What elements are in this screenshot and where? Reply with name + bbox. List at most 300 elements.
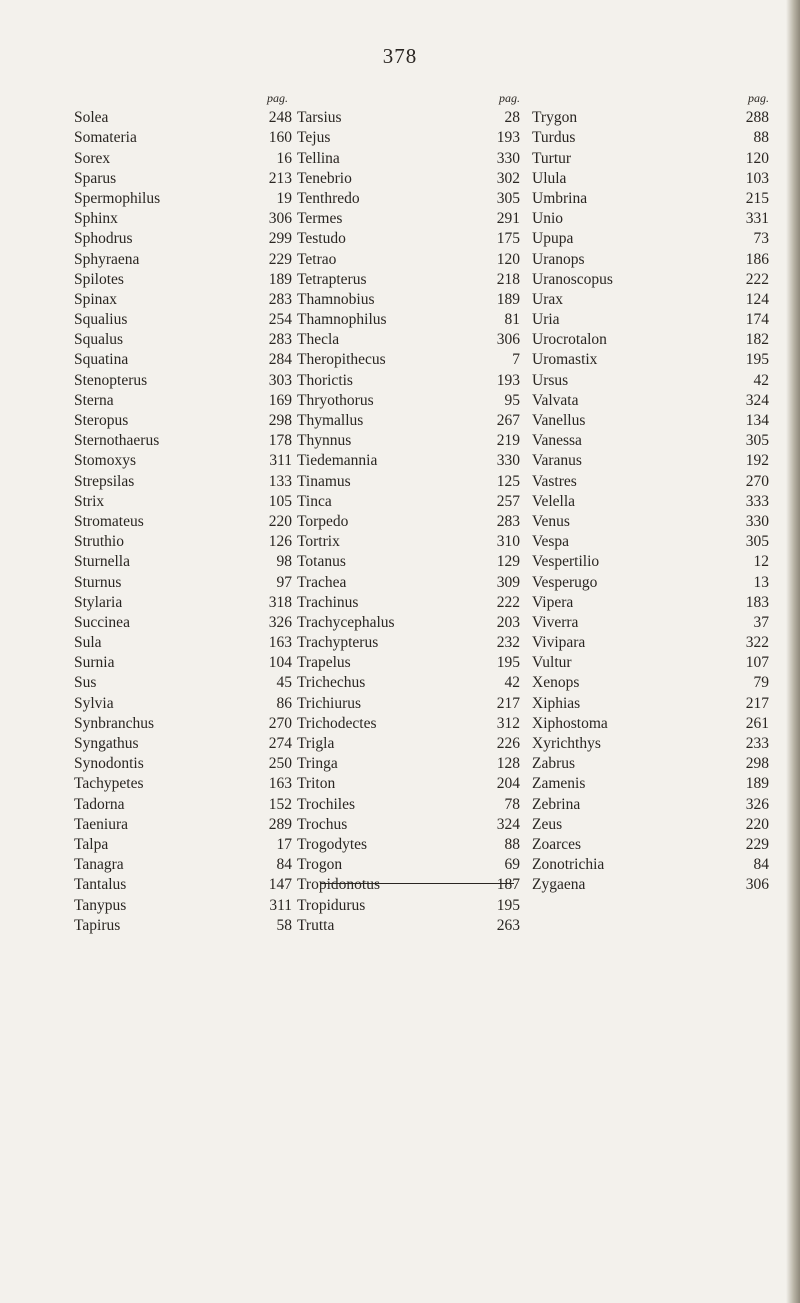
page-abbrev-header [74, 88, 292, 108]
entry-name: Theropithecus [297, 351, 386, 369]
entry-page: 330 [496, 149, 520, 167]
entry-name: Tapirus [74, 916, 121, 934]
entry-page: 79 [753, 674, 769, 692]
entry-name: Viverra [532, 613, 579, 631]
index-entry [74, 350, 292, 370]
index-entry [297, 694, 520, 714]
entry-name: Squalus [74, 331, 124, 349]
entry-page: 104 [268, 654, 292, 672]
index-entry [297, 734, 520, 754]
entry-name: Tantalus [74, 876, 127, 894]
entry-page: 12 [753, 553, 769, 571]
index-entry [74, 492, 292, 512]
index-entry [74, 673, 292, 693]
entry-name: Struthio [74, 533, 124, 551]
entry-name: Trochiles [297, 795, 355, 813]
entry-name: Tachypetes [74, 775, 144, 793]
entry-name: Steropus [74, 412, 129, 429]
index-entry [297, 149, 520, 169]
entry-page: 195 [496, 896, 520, 914]
index-entry [74, 532, 292, 552]
entry-name: Somateria [74, 129, 137, 147]
entry-name: Testudo [297, 230, 346, 248]
entry-name: Tinca [297, 492, 332, 510]
entry-page: 318 [268, 593, 292, 611]
entry-page: 7 [512, 351, 520, 369]
entry-page: 107 [745, 654, 769, 672]
index-entry [74, 290, 292, 310]
index-column-1 [74, 88, 292, 936]
entry-name: Uranops [532, 250, 585, 268]
entry-name: Stomoxys [74, 452, 137, 470]
entry-page: 182 [745, 331, 769, 349]
entry-page: 193 [496, 129, 520, 147]
entry-page: 220 [268, 512, 292, 530]
entry-name: Trochus [297, 815, 348, 833]
index-entry [297, 653, 520, 673]
entry-page: 267 [496, 412, 520, 429]
entry-page: 232 [496, 634, 520, 652]
entry-page: 226 [496, 735, 520, 752]
index-entry [297, 593, 520, 613]
entry-page: 189 [745, 775, 769, 793]
entry-name: Strepsilas [74, 472, 135, 490]
entry-page: 311 [269, 452, 292, 470]
index-entry [532, 270, 769, 290]
entry-name: Tetrapterus [297, 270, 367, 288]
entry-name: Trapelus [297, 654, 351, 672]
entry-page: 81 [504, 311, 520, 329]
index-entry [74, 795, 292, 815]
entry-page: 330 [745, 512, 769, 530]
entry-page: 303 [268, 371, 292, 389]
entry-page: 73 [753, 230, 769, 248]
index-entry [532, 391, 769, 411]
index-entry [297, 128, 520, 148]
entry-name: Ulula [532, 169, 567, 187]
entry-page: 310 [496, 533, 520, 551]
index-entry [297, 754, 520, 774]
entry-page: 333 [745, 492, 769, 510]
entry-page: 305 [745, 432, 769, 450]
index-entry [297, 532, 520, 552]
entry-page: 291 [496, 210, 520, 228]
entry-name: Sula [74, 634, 102, 652]
index-entry [532, 855, 769, 875]
index-entry [74, 128, 292, 148]
page-abbrev-label: pag. [267, 91, 288, 105]
page-abbrev-header [532, 88, 769, 108]
index-entry [74, 391, 292, 411]
index-entry [297, 774, 520, 794]
index-entry [74, 815, 292, 835]
entry-page: 28 [504, 109, 520, 127]
entry-name: Tadorna [74, 795, 125, 813]
entry-name: Tetrao [297, 250, 337, 268]
entry-name: Valvata [532, 391, 579, 409]
entry-page: 330 [496, 452, 520, 470]
page-abbrev-label: pag. [748, 91, 769, 105]
index-entry [74, 552, 292, 572]
entry-page: 283 [496, 512, 520, 530]
entry-page: 124 [745, 290, 769, 308]
index-entry [532, 875, 769, 895]
entry-page: 45 [276, 674, 292, 692]
index-entry [74, 149, 292, 169]
entry-page: 331 [745, 210, 769, 228]
entry-page: 125 [496, 472, 520, 490]
entry-page: 134 [745, 412, 769, 429]
entry-name: Trygon [532, 109, 578, 127]
entry-name: Sparus [74, 169, 117, 187]
entry-name: Turtur [532, 149, 572, 167]
entry-page: 97 [276, 573, 292, 591]
entry-name: Thorictis [297, 371, 353, 389]
index-entry [532, 350, 769, 370]
index-entry [532, 653, 769, 673]
entry-page: 311 [269, 896, 292, 914]
entry-page: 213 [268, 169, 292, 187]
index-entry [297, 552, 520, 572]
index-entry [297, 290, 520, 310]
entry-page: 298 [745, 755, 769, 773]
index-entry [297, 350, 520, 370]
index-entry [297, 310, 520, 330]
entry-name: Synodontis [74, 755, 144, 773]
index-entry [297, 431, 520, 451]
index-entry [297, 209, 520, 229]
entry-name: Sternothaerus [74, 432, 160, 450]
index-entry [297, 633, 520, 653]
index-entry [74, 855, 292, 875]
index-entry [297, 875, 520, 895]
index-entry [532, 209, 769, 229]
entry-page: 84 [753, 856, 769, 874]
index-entry [74, 593, 292, 613]
entry-name: Trichiurus [297, 694, 362, 712]
entry-page: 326 [745, 795, 769, 813]
entry-name: Zebrina [532, 795, 581, 813]
entry-name: Thynnus [297, 432, 352, 450]
entry-name: Sus [74, 674, 97, 692]
index-entry [532, 633, 769, 653]
entry-page: 193 [496, 371, 520, 389]
entry-name: Tropidurus [297, 896, 366, 914]
index-entry [74, 875, 292, 895]
entry-name: Trogodytes [297, 835, 368, 853]
entry-name: Totanus [297, 553, 346, 571]
index-entry [297, 411, 520, 431]
entry-name: Trachea [297, 573, 347, 591]
entry-page: 217 [496, 694, 520, 712]
entry-name: Vanessa [532, 432, 582, 450]
index-entry [297, 512, 520, 532]
entry-name: Vultur [532, 654, 572, 672]
entry-name: Squalius [74, 311, 128, 329]
entry-name: Uranoscopus [532, 270, 613, 288]
entry-page: 152 [268, 795, 292, 813]
entry-name: Sturnella [74, 553, 130, 571]
entry-page: 175 [496, 230, 520, 248]
index-entry [532, 290, 769, 310]
entry-page: 189 [268, 270, 292, 288]
entry-name: Sturnus [74, 573, 122, 591]
entry-name: Uromastix [532, 351, 598, 369]
entry-page: 218 [496, 270, 520, 288]
entry-name: Velella [532, 492, 576, 510]
entry-page: 163 [268, 775, 292, 793]
entry-name: Stenopterus [74, 371, 148, 389]
index-entry [532, 492, 769, 512]
entry-name: Trachypterus [297, 634, 379, 652]
entry-page: 284 [268, 351, 292, 369]
index-entry [297, 673, 520, 693]
index-entry [297, 169, 520, 189]
index-entry [74, 613, 292, 633]
index-entry [74, 270, 292, 290]
entry-name: Sphodrus [74, 230, 133, 248]
entry-name: Tringa [297, 755, 338, 773]
index-column-2 [297, 88, 520, 936]
entry-page: 309 [496, 573, 520, 591]
page-number: 378 [382, 44, 418, 68]
entry-page: 254 [268, 311, 292, 329]
index-entry [297, 270, 520, 290]
entry-name: Spermophilus [74, 189, 161, 207]
entry-name: Xiphostoma [532, 714, 608, 732]
entry-name: Xenops [532, 674, 580, 692]
entry-page: 88 [753, 129, 769, 147]
index-entry [297, 330, 520, 350]
entry-name: Thryothorus [297, 391, 374, 409]
entry-page: 312 [496, 714, 520, 732]
entry-name: Sylvia [74, 694, 114, 712]
entry-page: 133 [268, 472, 292, 490]
page-edge-shadow [786, 0, 800, 1303]
entry-page: 95 [504, 391, 520, 409]
entry-name: Sphyraena [74, 250, 140, 268]
entry-name: Zeus [532, 815, 563, 833]
entry-name: Tenthredo [297, 189, 360, 207]
index-entry [74, 754, 292, 774]
bottom-rule [321, 883, 514, 884]
entry-name: Xyrichthys [532, 735, 601, 752]
entry-page: 215 [745, 189, 769, 207]
entry-name: Stromateus [74, 512, 144, 530]
entry-name: Urocrotalon [532, 331, 607, 349]
entry-name: Tropidonotus [297, 876, 380, 894]
index-entry [74, 835, 292, 855]
entry-page: 204 [496, 775, 520, 793]
entry-page: 187 [496, 876, 520, 894]
entry-name: Vivipara [532, 634, 586, 652]
entry-name: Trogon [297, 856, 343, 874]
entry-page: 189 [496, 290, 520, 308]
index-entry [74, 451, 292, 471]
entry-name: Vanellus [532, 412, 586, 429]
entry-page: 219 [496, 432, 520, 450]
entry-name: Turdus [532, 129, 576, 147]
index-entry [297, 391, 520, 411]
entry-name: Syngathus [74, 735, 139, 752]
entry-name: Sterna [74, 391, 114, 409]
entry-page: 183 [745, 593, 769, 611]
index-entry [297, 714, 520, 734]
page-abbrev-label: pag. [499, 91, 520, 105]
index-entry [74, 310, 292, 330]
index-entry [532, 734, 769, 754]
index-entry [532, 835, 769, 855]
index-entry [297, 108, 520, 128]
index-entry [297, 492, 520, 512]
entry-page: 263 [496, 916, 520, 934]
entry-page: 326 [268, 613, 292, 631]
entry-name: Tarsius [297, 109, 342, 127]
entry-name: Tenebrio [297, 169, 352, 187]
entry-name: Umbrina [532, 189, 588, 207]
entry-name: Sphinx [74, 210, 118, 228]
index-entry [297, 896, 520, 916]
entry-page: 58 [276, 916, 292, 934]
index-entry [532, 774, 769, 794]
index-entry [297, 815, 520, 835]
index-entry [74, 653, 292, 673]
index-entry [74, 734, 292, 754]
entry-name: Synbranchus [74, 714, 155, 732]
index-entry [297, 855, 520, 875]
index-entry [532, 229, 769, 249]
index-entry [532, 431, 769, 451]
entry-page: 203 [496, 613, 520, 631]
index-entry [297, 795, 520, 815]
entry-page: 16 [276, 149, 292, 167]
entry-name: Vespa [532, 533, 570, 551]
entry-page: 229 [745, 835, 769, 853]
entry-name: Strix [74, 492, 105, 510]
entry-page: 195 [496, 654, 520, 672]
entry-page: 78 [504, 795, 520, 813]
entry-page: 163 [268, 634, 292, 652]
index-entry [297, 613, 520, 633]
entry-page: 261 [745, 714, 769, 732]
entry-name: Triton [297, 775, 336, 793]
entry-page: 322 [745, 634, 769, 652]
index-entry [74, 633, 292, 653]
index-entry [532, 411, 769, 431]
index-entry [74, 169, 292, 189]
entry-page: 126 [268, 533, 292, 551]
entry-page: 298 [268, 412, 292, 429]
entry-page: 147 [268, 876, 292, 894]
entry-name: Tiedemannia [297, 452, 378, 470]
entry-page: 195 [745, 351, 769, 369]
entry-name: Spinax [74, 290, 118, 308]
index-entry [74, 431, 292, 451]
entry-name: Trigla [297, 735, 335, 752]
entry-page: 86 [276, 694, 292, 712]
index-entry [532, 815, 769, 835]
page-abbrev-header [297, 88, 520, 108]
entry-page: 302 [496, 169, 520, 187]
entry-name: Trichechus [297, 674, 366, 692]
entry-name: Zygaena [532, 876, 586, 894]
entry-name: Tejus [297, 129, 331, 147]
index-entry [297, 371, 520, 391]
entry-page: 250 [268, 755, 292, 773]
entry-name: Squatina [74, 351, 129, 369]
entry-name: Venus [532, 512, 570, 530]
index-entry [532, 613, 769, 633]
index-entry [297, 472, 520, 492]
index-entry [532, 472, 769, 492]
index-entry [297, 451, 520, 471]
entry-name: Thymallus [297, 412, 364, 429]
entry-page: 270 [745, 472, 769, 490]
index-entry [74, 896, 292, 916]
entry-page: 120 [496, 250, 520, 268]
index-entry [532, 108, 769, 128]
entry-name: Urax [532, 290, 563, 308]
index-entry [297, 250, 520, 270]
entry-page: 222 [745, 270, 769, 288]
index-entry [532, 754, 769, 774]
entry-page: 17 [276, 835, 292, 853]
entry-page: 324 [496, 815, 520, 833]
index-entry [532, 189, 769, 209]
entry-page: 220 [745, 815, 769, 833]
index-entry [532, 512, 769, 532]
index-entry [74, 774, 292, 794]
entry-name: Thamnophilus [297, 311, 387, 329]
index-entry [297, 573, 520, 593]
entry-name: Solea [74, 109, 109, 127]
entry-name: Varanus [532, 452, 582, 470]
entry-name: Tinamus [297, 472, 351, 490]
entry-page: 103 [745, 169, 769, 187]
entry-name: Stylaria [74, 593, 123, 611]
index-entry [297, 916, 520, 936]
entry-page: 283 [268, 290, 292, 308]
index-entry [74, 916, 292, 936]
entry-page: 120 [745, 149, 769, 167]
entry-name: Tanypus [74, 896, 127, 914]
entry-page: 128 [496, 755, 520, 773]
entry-name: Vastres [532, 472, 577, 490]
index-column-3 [532, 88, 769, 896]
entry-page: 257 [496, 492, 520, 510]
index-entry [74, 411, 292, 431]
entry-name: Trachycephalus [297, 613, 395, 631]
entry-page: 42 [753, 371, 769, 389]
entry-page: 105 [268, 492, 292, 510]
entry-name: Tellina [297, 149, 340, 167]
entry-page: 37 [753, 613, 769, 631]
entry-name: Upupa [532, 230, 574, 248]
entry-name: Trutta [297, 916, 335, 934]
entry-name: Thecla [297, 331, 340, 349]
index-entry [532, 128, 769, 148]
index-entry [532, 593, 769, 613]
index-entry [532, 694, 769, 714]
index-entry [532, 451, 769, 471]
entry-name: Termes [297, 210, 343, 228]
entry-name: Succinea [74, 613, 130, 631]
entry-page: 69 [504, 856, 520, 874]
entry-name: Vipera [532, 593, 574, 611]
index-entry [532, 310, 769, 330]
entry-name: Taeniura [74, 815, 128, 833]
entry-name: Tanagra [74, 856, 124, 874]
